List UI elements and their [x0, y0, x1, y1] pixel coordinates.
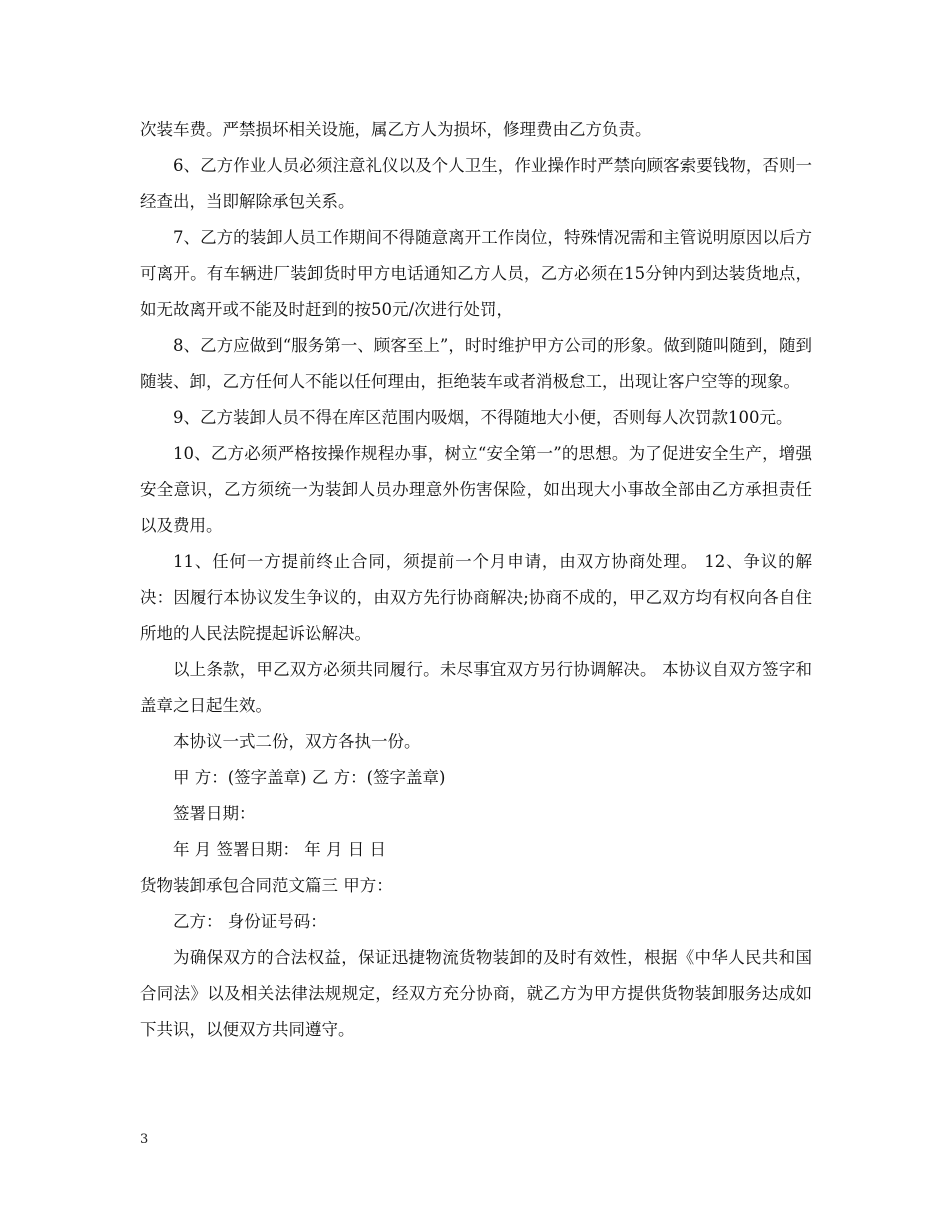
paragraph-2: 6、乙方作业人员必须注意礼仪以及个人卫生，作业操作时严禁向顾客索要钱物，否则一经查出，当即解除承包关系。 [140, 156, 812, 211]
signing-date-line: 年 月 签署日期： 年 月 日 日 [173, 840, 386, 859]
paragraph-9: 本协议一式二份，双方各执一份。 [173, 732, 421, 751]
section-heading-part-three: 货物装卸承包合同范文篇三 甲方： [140, 876, 393, 895]
paragraph-preamble: 为确保双方的合法权益，保证迅捷物流货物装卸的及时有效性，根据《中华人民共和国合同法》以及相关法律法规规定，经双方充分协商，就乙方为甲方提供货物装卸服务达成如下共识，以便双方共同遵守。 [140, 948, 812, 1039]
paragraph-8: 以上条款，甲乙双方必须共同履行。未尽事宜双方另行协调解决。 本协议自双方签字和盖章之日起生效。 [140, 660, 812, 715]
paragraph-6: 10、乙方必须严格按操作规程办事，树立“安全第一”的思想。为了促进安全生产，增强安全意识，乙方须统一为装卸人员办理意外伤害保险，如出现大小事故全部由乙方承担责任以及费用。 [140, 444, 812, 535]
signature-line-parties: 甲 方：(签字盖章) 乙 方：(签字盖章) [173, 768, 446, 787]
paragraph-7: 11、任何一方提前终止合同，须提前一个月申请，由双方协商处理。 12、争议的解决：因履行本协议发生争议的，由双方先行协商解决;协商不成的，甲乙双方均有权向各自住所地的人民法院提起诉讼解决。 [140, 552, 812, 643]
paragraph-4: 8、乙方应做到“服务第一、顾客至上”，时时维护甲方公司的形象。做到随叫随到，随到随装、卸，乙方任何人不能以任何理由，拒绝装车或者消极怠工，出现让客户空等的现象。 [140, 336, 812, 391]
paragraph-1: 次装车费。严禁损坏相关设施，属乙方人为损坏，修理费由乙方负责。 [140, 120, 652, 139]
page-number: 3 [140, 1132, 149, 1147]
document-body [140, 112, 812, 1048]
party-b-id-line: 乙方： 身份证号码： [173, 912, 327, 931]
signing-date-label: 签署日期： [173, 804, 256, 823]
paragraph-5: 9、乙方装卸人员不得在库区范围内吸烟，不得随地大小便，否则每人次罚款100元。 [173, 408, 793, 427]
paragraph-3: 7、乙方的装卸人员工作期间不得随意离开工作岗位，特殊情况需和主管说明原因以后方可离开。有车辆进厂装卸货时甲方电话通知乙方人员，乙方必须在15分钟内到达装货地点，如无故离开或不能及时赶到的按50元/次进行处罚， [140, 228, 812, 319]
